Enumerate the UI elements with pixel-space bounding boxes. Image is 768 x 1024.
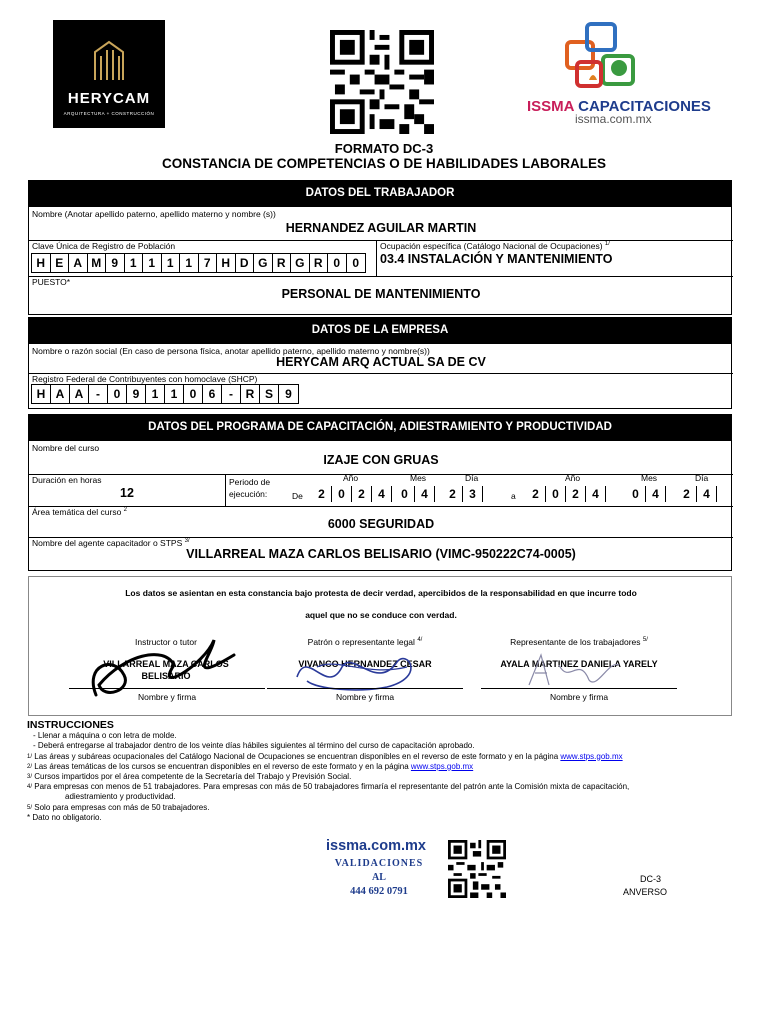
instruction-6b: adiestramiento y productividad. xyxy=(65,792,176,802)
start-day-digit: 3 xyxy=(463,486,483,502)
rfc-char: 6 xyxy=(203,385,222,403)
curp-char: 9 xyxy=(106,254,125,272)
curp-label: Clave Única de Registro de Población xyxy=(32,241,176,251)
puesto-value: PERSONAL DE MANTENIMIENTO xyxy=(281,287,481,301)
instruction-8: * Dato no obligatorio. xyxy=(27,812,102,822)
a-label: a xyxy=(511,491,516,501)
end-month-cells xyxy=(626,486,666,502)
instruction-7: $^{5/}$ Solo para empresas con más de 50 trabajadores. xyxy=(27,802,210,812)
curp-char: G xyxy=(291,254,310,272)
curp-char: 1 xyxy=(162,254,181,272)
company-logo-name: HERYCAM xyxy=(67,90,151,107)
stps-link-1[interactable]: www.stps.gob.mx xyxy=(560,751,623,761)
declaration-line-2: aquel que no se conduce con verdad. xyxy=(305,610,457,620)
worker-section-title: DATOS DEL TRABAJADOR xyxy=(28,180,732,206)
curp-char: M xyxy=(88,254,107,272)
instruction-4: $^{2/}$ Las áreas temáticas de los cursos se encuentran disponibles en el reverso de este formato y en la página www.stps.gob.mx xyxy=(27,761,474,771)
start-month-digit: 0 xyxy=(395,486,415,502)
worker-section xyxy=(28,206,732,315)
company-name-label: Nombre o razón social (En caso de persona física, anotar apellido paterno, apellido materno y nombre(s)) xyxy=(32,346,430,356)
start-day-cells xyxy=(443,486,483,502)
curp-char: R xyxy=(273,254,292,272)
course-label: Nombre del curso xyxy=(32,443,100,453)
footer-code: DC-3 xyxy=(640,874,662,884)
main-title: CONSTANCIA DE COMPETENCIAS O DE HABILIDADES LABORALES xyxy=(161,156,607,171)
curp-char: 1 xyxy=(143,254,162,272)
rfc-char: 0 xyxy=(184,385,203,403)
end-year-cells xyxy=(526,486,606,502)
agent-value: VILLARREAL MAZA CARLOS BELISARIO (VIMC-950222C74-0005) xyxy=(186,547,576,561)
instruction-5: $^{3/}$ Cursos impartidos por el área competente de la Secretaría del Trabajo y Previsión Social. xyxy=(27,772,352,782)
company-section-title: DATOS DE LA EMPRESA xyxy=(28,317,732,343)
company-section xyxy=(28,343,732,409)
end-month-label: Mes xyxy=(641,473,658,483)
qr-code-icon xyxy=(330,30,434,134)
curp-char: E xyxy=(51,254,70,272)
end-day-cells xyxy=(677,486,717,502)
declaration-line-1: Los datos se asientan en esta constancia bajo protesta de decir verdad, apercibidos de la responsabilidad en que incurre todo xyxy=(125,588,637,598)
curp-cells xyxy=(31,253,366,273)
end-day-label: Día xyxy=(695,473,709,483)
workers-rep-sign-label: Nombre y firma xyxy=(549,692,609,702)
workers-rep-label: Representante de los trabajadores $^{5/}$ xyxy=(510,637,648,647)
issma-logo-icon xyxy=(563,22,643,96)
company-logo-tagline: ARQUITECTURA + CONSTRUCCIÓN xyxy=(63,111,155,116)
instructions-title: INSTRUCCIONES xyxy=(27,719,114,731)
course-value: IZAJE CON GRUAS xyxy=(323,453,439,467)
rfc-char: 9 xyxy=(127,385,146,403)
curp-char: A xyxy=(69,254,88,272)
curp-char: 7 xyxy=(199,254,218,272)
rfc-char: 1 xyxy=(146,385,165,403)
rfc-char: H xyxy=(32,385,51,403)
rfc-char: 0 xyxy=(108,385,127,403)
start-month-cells xyxy=(395,486,435,502)
company-name-value: HERYCAM ARQ ACTUAL SA DE CV xyxy=(276,355,486,369)
instructor-name-1: VILLARREAL MAZA CARLOS xyxy=(103,659,229,669)
instruction-2: - Deberá entregarse al trabajador dentro de los veinte días hábiles siguientes al término del curso de capacitación aprobado. xyxy=(33,741,475,751)
agent-label: Nombre del agente capacitador o STPS $^{3/}$ xyxy=(32,538,190,548)
rfc-cells xyxy=(31,384,299,404)
program-section xyxy=(28,440,732,571)
footer-validation-2: AL xyxy=(372,872,386,883)
footer-validation-1: VALIDACIONES xyxy=(334,858,424,869)
end-year-label: Año xyxy=(565,473,581,483)
start-year-cells xyxy=(312,486,392,502)
rfc-char: A xyxy=(70,385,89,403)
stps-link-2[interactable]: www.stps.gob.mx xyxy=(410,761,474,771)
curp-char: 0 xyxy=(328,254,347,272)
building-logo-icon xyxy=(53,20,165,90)
format-title: FORMATO DC-3 xyxy=(334,141,434,156)
workers-rep-name: AYALA MARTINEZ DANIELA YARELY xyxy=(500,659,658,669)
period-label-1: Periodo de xyxy=(229,477,271,487)
footer-url: issma.com.mx xyxy=(326,838,426,854)
rfc-char: R xyxy=(241,385,260,403)
end-day-digit: 2 xyxy=(677,486,697,502)
curp-char: 0 xyxy=(352,256,360,270)
instruction-1: - Llenar a máquina o con letra de molde. xyxy=(33,731,177,741)
area-value: 6000 SEGURIDAD xyxy=(327,517,435,531)
period-label-2: ejecución: xyxy=(229,489,268,499)
footer-side: ANVERSO xyxy=(623,887,668,897)
patron-name: VIVANCO HERNANDEZ CESAR xyxy=(298,659,432,669)
footer-phone: 444 692 0791 xyxy=(350,886,408,897)
curp-char: H xyxy=(32,254,51,272)
issma-name-2: CAPACITACIONES xyxy=(578,98,711,115)
start-day-label: Día xyxy=(465,473,479,483)
start-month-label: Mes xyxy=(410,473,427,483)
herycam-logo xyxy=(53,20,165,128)
end-year-digit: 4 xyxy=(586,486,606,502)
worker-name-value: HERNANDEZ AGUILAR MARTIN xyxy=(285,221,477,235)
issma-url-header: issma.com.mx xyxy=(575,112,652,126)
footer-qr-code-icon xyxy=(448,840,506,898)
instruction-6: $^{4/}$ Para empresas con menos de 51 trabajadores. Para empresas con más de 50 trabajadores firmaría el representante del patrón ante la Comisión mixta de capacitación, xyxy=(27,782,630,792)
end-year-digit: 2 xyxy=(526,486,546,502)
rfc-char: - xyxy=(89,385,108,403)
patron-label: Patrón o representante legal $^{4/}$ xyxy=(307,637,423,647)
curp-char: H xyxy=(217,254,236,272)
issma-name: ISSMA xyxy=(527,98,574,115)
end-month-digit: 4 xyxy=(646,486,666,502)
rfc-char: 1 xyxy=(165,385,184,403)
instructor-label: Instructor o tutor xyxy=(135,637,197,647)
rfc-char: - xyxy=(222,385,241,403)
instruction-3: $^{1/}$ Las áreas y subáreas ocupacionales del Catálogo Nacional de Ocupaciones se encuentran disponibles en el reverso de este formato y en la página www.stps.gob.mx xyxy=(27,751,623,761)
end-day-digit: 4 xyxy=(697,486,717,502)
curp-char: G xyxy=(254,254,273,272)
instructions xyxy=(27,720,727,823)
signature-section xyxy=(28,576,732,716)
rfc-char: 9 xyxy=(285,387,292,401)
rfc-char: A xyxy=(51,385,70,403)
start-year-digit: 2 xyxy=(312,486,332,502)
hours-label: Duración en horas xyxy=(32,475,102,485)
hours-value: 12 xyxy=(120,486,134,500)
curp-char: 1 xyxy=(180,254,199,272)
end-year-digit: 0 xyxy=(546,486,566,502)
curp-char: D xyxy=(236,254,255,272)
program-section-title: DATOS DEL PROGRAMA DE CAPACITACIÓN, ADIESTRAMIENTO Y PRODUCTIVIDAD xyxy=(28,414,732,440)
puesto-label: PUESTO* xyxy=(32,277,71,287)
instructor-name-2: BELISARIO xyxy=(141,671,191,681)
curp-char: R xyxy=(310,254,329,272)
start-year-label: Año xyxy=(343,473,359,483)
occupation-value: 03.4 INSTALACIÓN Y MANTENIMIENTO xyxy=(380,252,613,266)
de-label: De xyxy=(292,491,303,501)
curp-char: 1 xyxy=(125,254,144,272)
start-year-digit: 4 xyxy=(372,486,392,502)
start-month-digit: 4 xyxy=(415,486,435,502)
end-month-digit: 0 xyxy=(626,486,646,502)
worker-name-label: Nombre (Anotar apellido paterno, apellido materno y nombre (s)) xyxy=(32,209,276,219)
patron-sign-label: Nombre y firma xyxy=(335,692,395,702)
start-year-digit: 0 xyxy=(332,486,352,502)
area-label: Área temática del curso $^2$ xyxy=(32,507,128,517)
rfc-label: Registro Federal de Contribuyentes con homoclave (SHCP) xyxy=(32,374,258,384)
start-year-digit: 2 xyxy=(352,486,372,502)
end-year-digit: 2 xyxy=(566,486,586,502)
rfc-char: S xyxy=(260,385,279,403)
occupation-label: Ocupación específica (Catálogo Nacional de Ocupaciones) $^{1/}$ xyxy=(380,241,610,251)
start-day-digit: 2 xyxy=(443,486,463,502)
instructor-sign-label: Nombre y firma xyxy=(137,692,197,702)
